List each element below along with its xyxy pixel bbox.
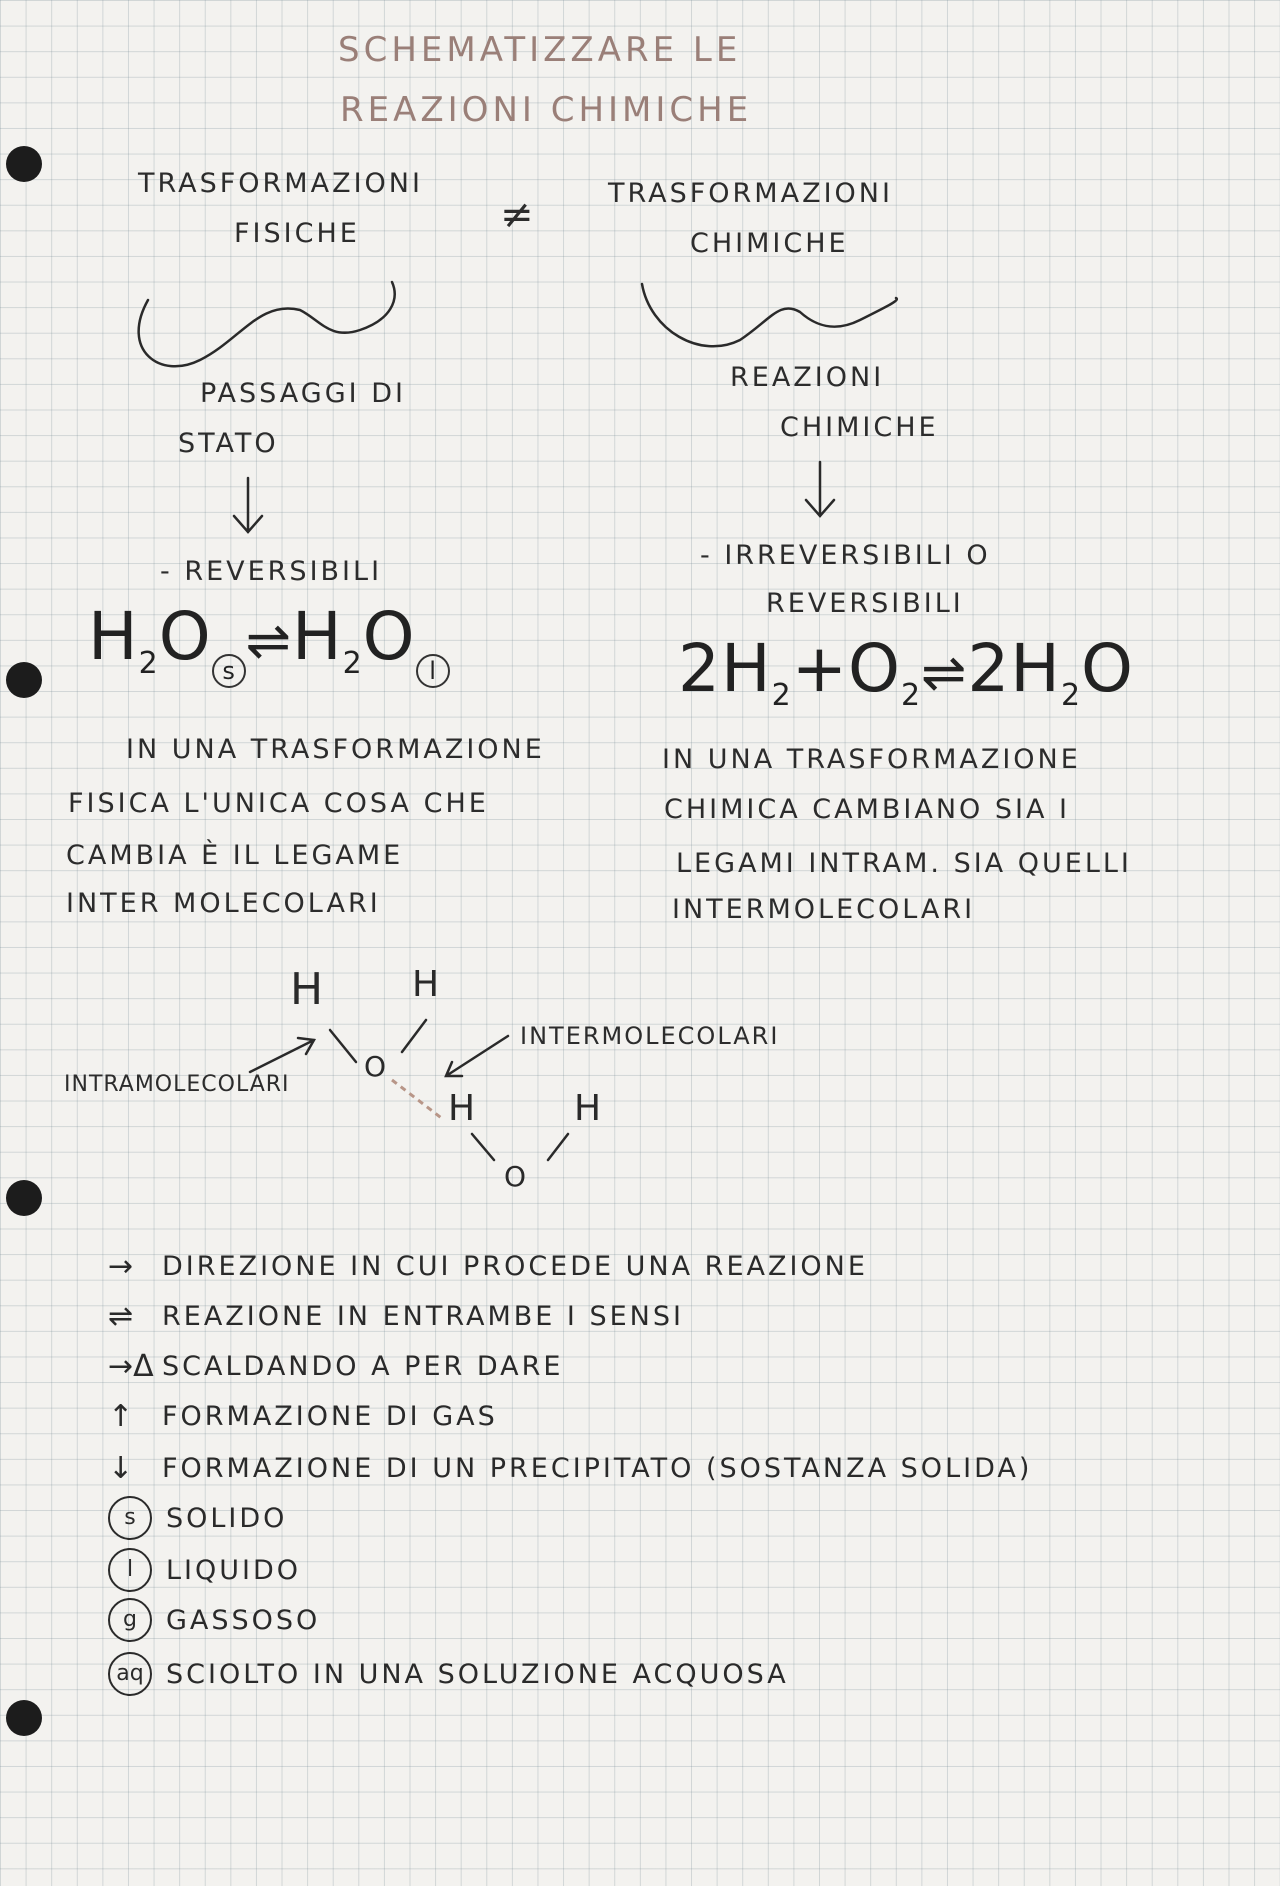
formula-subscript: 2 bbox=[138, 646, 159, 682]
pointer-arrow bbox=[250, 1038, 314, 1072]
formula-token: +O bbox=[791, 630, 901, 707]
hydrogen-bond-dashed bbox=[392, 1080, 444, 1120]
formula-subscript: 2 bbox=[342, 646, 363, 682]
legend-symbol: s bbox=[108, 1496, 152, 1540]
legend-text: REAZIONE IN ENTRAMBE I SENSI bbox=[162, 1300, 684, 1332]
state-change-label-2: STATO bbox=[178, 428, 279, 459]
physical-description-line: FISICA L'UNICA COSA CHE bbox=[68, 788, 489, 819]
legend-text: LIQUIDO bbox=[166, 1554, 302, 1586]
legend-symbol: ↑ bbox=[108, 1398, 134, 1434]
binder-hole bbox=[6, 662, 42, 698]
legend-item bbox=[108, 1244, 868, 1288]
binder-hole bbox=[6, 146, 42, 182]
page-title-line2: REAZIONI CHIMICHE bbox=[340, 90, 753, 130]
legend-item bbox=[108, 1446, 1032, 1490]
legend-symbol: ⇌ bbox=[108, 1298, 134, 1334]
oxygen-atom: O bbox=[504, 1160, 527, 1193]
intermolecular-label: INTERMOLECOLARI bbox=[520, 1022, 780, 1050]
formula-subscript: 2 bbox=[771, 678, 792, 714]
chemical-reactions-label: REAZIONI bbox=[730, 362, 885, 393]
legend-text: SOLIDO bbox=[166, 1502, 288, 1534]
chemical-formula bbox=[678, 630, 1134, 713]
state-change-label: PASSAGGI DI bbox=[200, 378, 406, 409]
hydrogen-atom: H bbox=[290, 964, 324, 1015]
irreversible-label: - IRREVERSIBILI O bbox=[700, 540, 991, 571]
bond-line bbox=[330, 1030, 356, 1062]
chemical-reactions-label-2: CHIMICHE bbox=[780, 412, 939, 443]
bond-line bbox=[472, 1134, 494, 1160]
chemical-description-line: CHIMICA CAMBIANO SIA I bbox=[664, 794, 1071, 825]
oxygen-atom: O bbox=[364, 1050, 387, 1083]
legend-item bbox=[108, 1548, 301, 1592]
legend-text: FORMAZIONE DI GAS bbox=[162, 1400, 498, 1432]
legend-symbol: aq bbox=[108, 1652, 152, 1696]
page-title-line1: SCHEMATIZZARE LE bbox=[338, 30, 742, 70]
legend-symbol: → bbox=[108, 1248, 134, 1284]
chemical-description-line: INTERMOLECOLARI bbox=[672, 894, 976, 925]
legend-text: FORMAZIONE DI UN PRECIPITATO (SOSTANZA SOLIDA) bbox=[162, 1452, 1033, 1484]
binder-hole bbox=[6, 1180, 42, 1216]
binder-hole bbox=[6, 1700, 42, 1736]
intramolecular-label: INTRAMOLECOLARI bbox=[64, 1072, 290, 1097]
formula-token: O bbox=[362, 598, 416, 675]
legend-item bbox=[108, 1652, 789, 1696]
formula-token: 2H bbox=[678, 630, 772, 707]
down-arrow bbox=[234, 478, 262, 532]
equilibrium-arrow: ⇌ bbox=[921, 641, 968, 704]
reversible-label: - REVERSIBILI bbox=[160, 556, 383, 587]
down-arrow bbox=[806, 462, 834, 516]
chemical-description-line: LEGAMI INTRAM. SIA QUELLI bbox=[676, 848, 1132, 879]
legend-text: SCIOLTO IN UNA SOLUZIONE ACQUOSA bbox=[166, 1658, 789, 1690]
curly-brace bbox=[139, 282, 395, 366]
physical-description-line: INTER MOLECOLARI bbox=[66, 888, 381, 919]
legend-symbol: ↓ bbox=[108, 1450, 134, 1486]
physical-description-line: IN UNA TRASFORMAZIONE bbox=[126, 734, 545, 765]
physical-heading: TRASFORMAZIONI bbox=[138, 168, 423, 199]
chemical-description-line: IN UNA TRASFORMAZIONE bbox=[662, 744, 1081, 775]
chemical-heading-2: CHIMICHE bbox=[690, 228, 849, 259]
state-symbol: s bbox=[212, 654, 246, 688]
legend-item bbox=[108, 1598, 320, 1642]
legend-item bbox=[108, 1294, 684, 1338]
legend-text: SCALDANDO A PER DARE bbox=[162, 1350, 564, 1382]
formula-subscript: 2 bbox=[1060, 678, 1082, 714]
physical-heading-2: FISICHE bbox=[234, 218, 360, 249]
formula-token: H bbox=[88, 598, 139, 675]
state-symbol: l bbox=[416, 654, 450, 688]
hydrogen-atom: H bbox=[574, 1088, 602, 1129]
curly-brace bbox=[642, 284, 897, 346]
formula-subscript: 2 bbox=[900, 678, 922, 714]
legend-symbol: l bbox=[108, 1548, 152, 1592]
not-equal-sign: ≠ bbox=[500, 192, 537, 238]
legend-item bbox=[108, 1394, 498, 1438]
legend-symbol: g bbox=[108, 1598, 152, 1642]
irreversible-label-2: REVERSIBILI bbox=[766, 588, 964, 619]
hydrogen-atom: H bbox=[412, 964, 440, 1005]
physical-formula bbox=[88, 598, 450, 688]
formula-token: O bbox=[158, 598, 212, 675]
formula-token: H bbox=[291, 598, 343, 675]
hydrogen-atom: H bbox=[448, 1088, 476, 1129]
legend-text: DIREZIONE IN CUI PROCEDE UNA REAZIONE bbox=[162, 1250, 868, 1282]
legend-item bbox=[108, 1344, 563, 1388]
chemical-heading: TRASFORMAZIONI bbox=[608, 178, 893, 209]
pointer-arrow bbox=[446, 1036, 508, 1076]
bond-line bbox=[402, 1020, 426, 1052]
legend-text: GASSOSO bbox=[166, 1604, 321, 1636]
legend-symbol: →Δ bbox=[108, 1348, 154, 1384]
legend-item bbox=[108, 1496, 287, 1540]
formula-token: 2H bbox=[967, 630, 1061, 707]
bond-line bbox=[548, 1134, 568, 1160]
formula-token: O bbox=[1081, 630, 1134, 707]
physical-description-line: CAMBIA È IL LEGAME bbox=[66, 840, 404, 871]
equilibrium-arrow: ⇌ bbox=[245, 609, 292, 672]
